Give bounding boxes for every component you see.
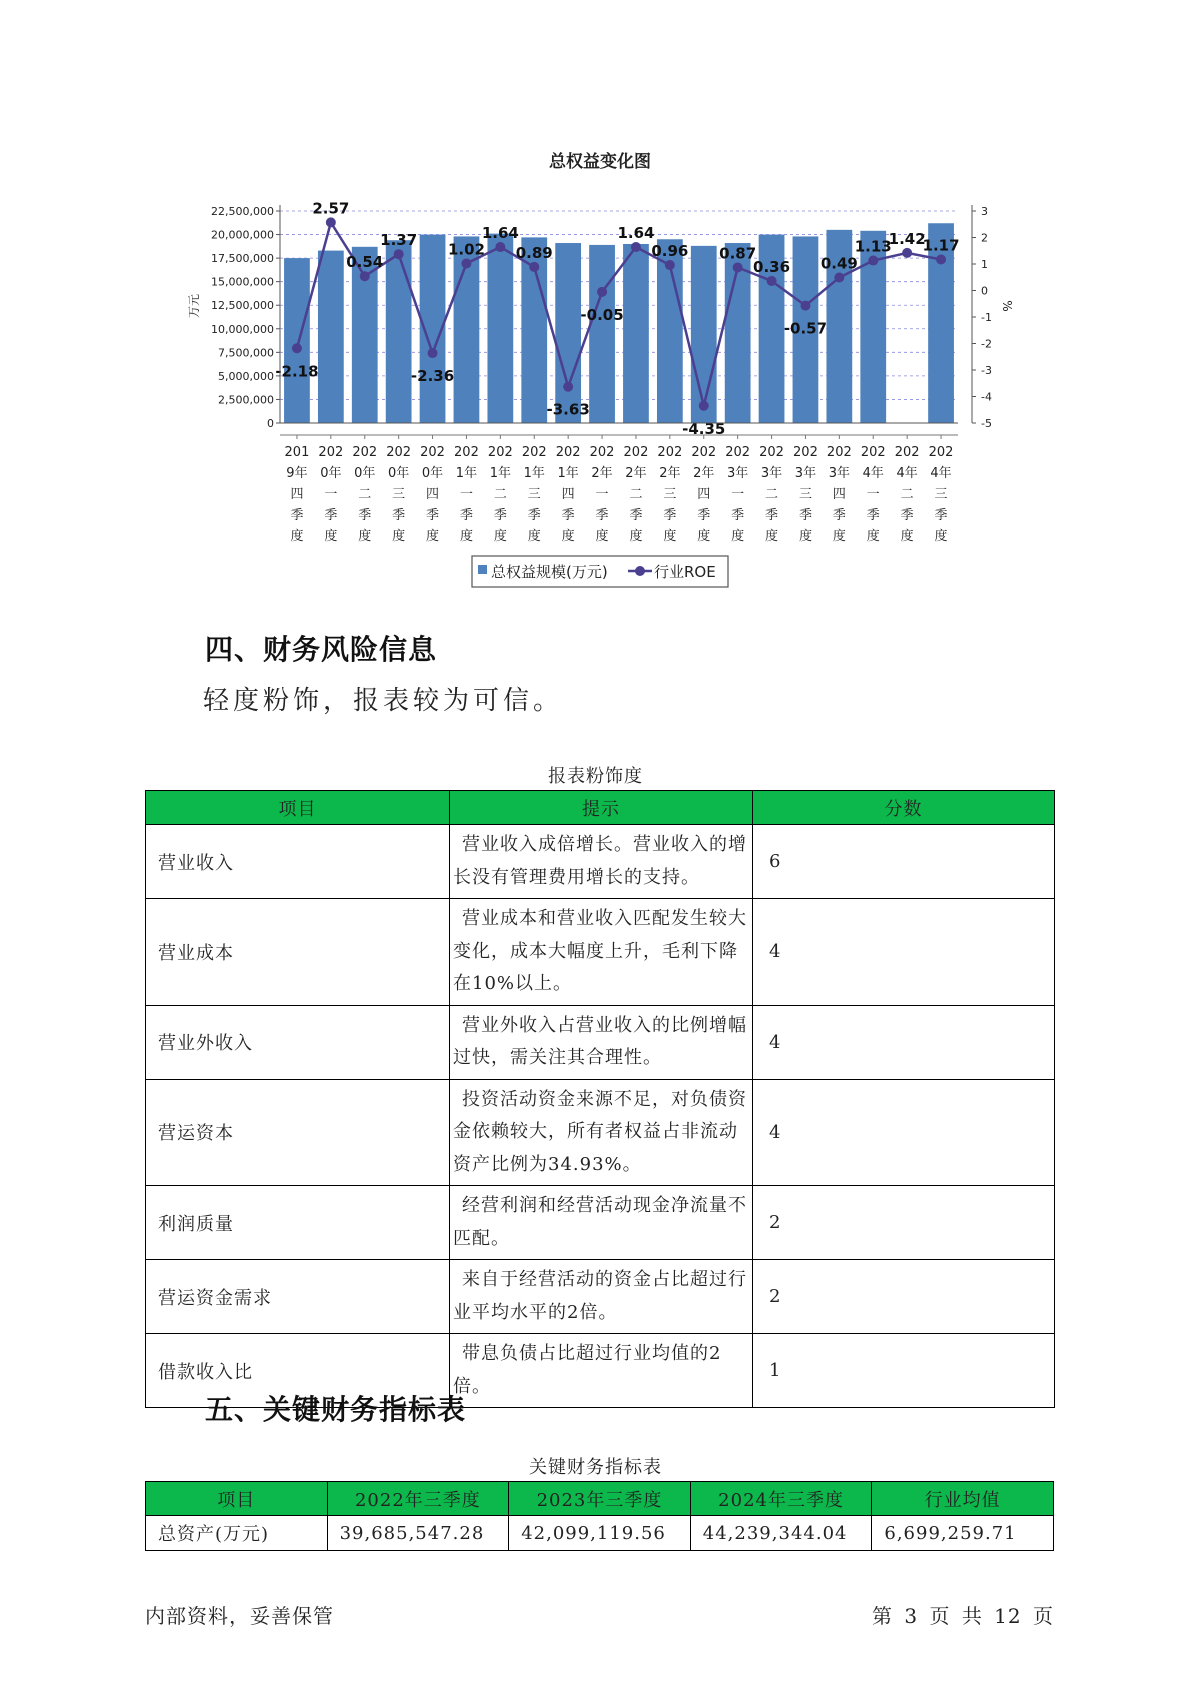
right-tick-label: -1 [981, 311, 992, 324]
category-label: 202 [759, 445, 784, 460]
roe-data-label: 0.36 [753, 257, 791, 276]
roe-data-label: -3.63 [546, 400, 590, 419]
legend-line-marker [635, 566, 645, 576]
roe-data-label: 2.57 [312, 199, 350, 218]
category-label: 202 [420, 445, 445, 460]
roe-data-label: 0.89 [515, 243, 553, 262]
category-label: 度 [595, 529, 609, 544]
category-label: 二 [900, 487, 914, 502]
column-header: 行业均值 [872, 1482, 1054, 1516]
roe-data-label: 1.17 [922, 236, 960, 255]
roe-data-label: 1.02 [447, 240, 485, 259]
roe-point [529, 262, 539, 272]
category-label: 0年 [421, 466, 444, 481]
chart-title: 总权益变化图 [549, 152, 651, 172]
roe-data-label: 1.64 [617, 224, 655, 243]
category-label: 度 [358, 529, 372, 544]
category-label: 季 [731, 508, 745, 523]
category-label: 季 [629, 508, 643, 523]
risk-item: 利润质量 [146, 1186, 450, 1260]
category-label: 度 [866, 529, 880, 544]
roe-point [767, 276, 777, 286]
roe-point [563, 382, 573, 392]
left-tick-label: 22,500,000 [211, 205, 274, 218]
roe-point [461, 258, 471, 268]
roe-point [428, 348, 438, 358]
category-label: 季 [934, 508, 948, 523]
category-label: 4年 [862, 466, 884, 481]
section4-heading: 四、财务风险信息 [205, 633, 438, 666]
category-label: 季 [561, 508, 575, 523]
risk-score: 2 [753, 1186, 1055, 1260]
bar [555, 243, 581, 423]
roe-data-label: -2.18 [275, 362, 319, 381]
risk-score: 4 [753, 1005, 1055, 1079]
category-label: 202 [725, 445, 751, 460]
roe-point [665, 260, 675, 270]
category-label: 4年 [896, 466, 918, 481]
category-label: 3年 [727, 466, 749, 481]
category-label: 202 [793, 445, 818, 460]
category-label: 度 [934, 529, 948, 544]
category-label: 四 [697, 487, 711, 502]
risk-table [145, 790, 1055, 1408]
roe-point [292, 343, 302, 353]
footer-page-number: 第 3 页 共 12 页 [872, 1604, 1054, 1628]
category-label: 季 [290, 508, 304, 523]
category-label: 四 [426, 487, 440, 502]
table-row [146, 1079, 1055, 1186]
category-label: 一 [459, 487, 473, 502]
category-label: 0年 [320, 466, 342, 481]
risk-item: 营业成本 [146, 899, 450, 1006]
category-label: 四 [290, 487, 304, 502]
bar [318, 251, 344, 423]
category-label: 度 [900, 529, 914, 544]
category-label: 度 [697, 529, 711, 544]
category-label: 度 [527, 529, 541, 544]
right-tick-label: -3 [981, 364, 992, 377]
category-label: 季 [765, 508, 779, 523]
category-label: 1年 [557, 466, 579, 481]
roe-data-label: 1.13 [854, 237, 892, 256]
category-label: 202 [386, 445, 412, 460]
roe-point [902, 248, 912, 258]
risk-score: 2 [753, 1260, 1055, 1334]
column-header: 2023年三季度 [509, 1482, 691, 1516]
category-label: 二 [358, 487, 372, 502]
category-label: 2年 [625, 466, 647, 481]
category-label: 一 [866, 487, 880, 502]
right-tick-label: 2 [981, 231, 988, 245]
category-label: 0年 [388, 466, 410, 481]
category-label: 度 [765, 529, 779, 544]
left-axis-label: 万元 [187, 293, 201, 319]
category-label: 1年 [455, 466, 478, 481]
roe-point [631, 242, 641, 252]
footer-confidential: 内部资料，妥善保管 [145, 1604, 334, 1628]
category-label: 202 [318, 445, 344, 460]
category-label: 四 [561, 487, 575, 502]
left-tick-label: 5,000,000 [218, 369, 274, 383]
category-label: 度 [731, 529, 745, 544]
table-row [146, 899, 1055, 1006]
category-label: 202 [521, 445, 547, 460]
roe-point [868, 256, 878, 266]
roe-data-label: -0.57 [783, 319, 828, 338]
category-label: 季 [527, 508, 541, 523]
category-label: 三 [934, 487, 948, 502]
category-label: 四 [832, 487, 846, 502]
left-tick-label: 2,500,000 [218, 393, 274, 407]
risk-hint: 营业外收入占营业收入的比例增幅过快，需关注其合理性。 [450, 1005, 753, 1079]
risk-item: 营业外收入 [146, 1005, 450, 1079]
category-label: 202 [487, 445, 513, 460]
category-label: 9年 [286, 466, 308, 481]
bar [691, 246, 717, 423]
column-header: 项目 [146, 1482, 328, 1516]
table-cell: 44,239,344.04 [690, 1516, 872, 1551]
risk-item: 借款收入比 [146, 1334, 450, 1408]
category-label: 季 [358, 508, 372, 523]
category-label: 度 [798, 529, 812, 544]
category-label: 季 [663, 508, 677, 523]
risk-score: 1 [753, 1334, 1055, 1408]
category-label: 1年 [489, 466, 511, 481]
legend-line-label: 行业ROE [654, 563, 716, 581]
category-label: 202 [454, 445, 479, 460]
table-row [146, 1186, 1055, 1260]
roe-data-label: 1.37 [380, 231, 418, 250]
right-tick-label: -2 [981, 337, 992, 351]
category-label: 季 [426, 508, 440, 523]
risk-score: 4 [753, 899, 1055, 1006]
roe-data-label: -0.05 [580, 305, 624, 324]
legend-bar-label: 总权益规模(万元) [491, 563, 608, 581]
category-label: 202 [352, 445, 378, 460]
category-label: 季 [866, 508, 880, 523]
legend-bar-swatch [478, 565, 487, 574]
risk-hint: 带息负债占比超过行业均值的2倍。 [450, 1334, 753, 1408]
category-label: 季 [392, 508, 406, 523]
section4-summary: 轻度粉饰，报表较为可信。 [203, 686, 564, 716]
risk-score: 6 [753, 825, 1055, 899]
roe-point [834, 273, 844, 283]
category-label: 度 [290, 529, 304, 544]
roe-data-label: -2.36 [410, 367, 455, 386]
roe-data-label: 0.49 [820, 254, 858, 273]
category-label: 2年 [693, 466, 715, 481]
table-row [146, 1260, 1055, 1334]
bar [386, 240, 412, 423]
category-label: 2年 [659, 466, 681, 481]
roe-point [936, 254, 946, 264]
category-label: 季 [324, 508, 338, 523]
category-label: 季 [900, 508, 914, 523]
right-tick-label: -5 [981, 417, 992, 430]
category-label: 202 [860, 445, 886, 460]
category-label: 季 [832, 508, 846, 523]
category-label: 季 [595, 508, 609, 523]
chart-legend [472, 556, 728, 587]
category-label: 季 [697, 508, 711, 523]
column-header: 项目 [146, 791, 450, 825]
left-tick-label: 12,500,000 [211, 299, 274, 313]
equity-change-chart [0, 0, 1191, 600]
category-label: 201 [284, 445, 310, 460]
category-label: 度 [459, 529, 473, 544]
table-cell: 39,685,547.28 [327, 1516, 509, 1551]
kpi-table [145, 1481, 1054, 1551]
right-tick-label: 1 [981, 258, 988, 271]
category-label: 202 [623, 445, 649, 460]
category-label: 二 [629, 487, 643, 502]
right-tick-label: 0 [981, 284, 988, 298]
category-label: 202 [555, 445, 581, 460]
roe-data-label: 1.42 [888, 229, 926, 248]
category-label: 季 [459, 508, 473, 523]
category-label: 三 [527, 487, 541, 502]
category-label: 三 [798, 487, 812, 502]
category-label: 3年 [828, 466, 850, 481]
category-label: 3年 [794, 466, 817, 481]
left-tick-label: 7,500,000 [218, 346, 274, 360]
left-tick-label: 17,500,000 [211, 252, 274, 266]
table-cell: 总资产(万元) [146, 1516, 328, 1551]
risk-hint: 经营利润和经营活动现金净流量不匹配。 [450, 1186, 753, 1260]
category-label: 一 [595, 487, 609, 502]
category-label: 202 [691, 445, 717, 460]
category-label: 三 [663, 487, 677, 502]
category-label: 1年 [523, 466, 545, 481]
roe-point [394, 249, 404, 259]
category-label: 4年 [930, 466, 952, 481]
risk-item: 营运资金需求 [146, 1260, 450, 1334]
category-label: 度 [663, 529, 677, 544]
risk-hint: 营业成本和营业收入匹配发生较大变化，成本大幅度上升，毛利下降在10%以上。 [450, 899, 753, 1006]
category-label: 202 [928, 445, 954, 460]
left-tick-label: 20,000,000 [211, 228, 274, 242]
bar [487, 234, 513, 423]
category-label: 度 [832, 529, 846, 544]
kpi-table-caption: 关键财务指标表 [529, 1457, 662, 1478]
risk-table-header [146, 791, 1055, 825]
category-label: 3年 [760, 466, 783, 481]
table-cell: 6,699,259.71 [872, 1516, 1054, 1551]
table-row [146, 825, 1055, 899]
risk-item: 营业收入 [146, 825, 450, 899]
category-label: 度 [392, 529, 406, 544]
roe-point [733, 262, 743, 272]
risk-hint: 投资活动资金来源不足，对负债资金依赖较大，所有者权益占非流动资产比例为34.93%。 [450, 1079, 753, 1186]
roe-data-label: 0.96 [651, 242, 689, 261]
section5-heading: 五、关键财务指标表 [205, 1393, 467, 1426]
bar [589, 245, 615, 423]
roe-point [800, 301, 810, 311]
right-tick-label: -4 [981, 390, 992, 404]
category-label: 二 [765, 487, 779, 502]
bar [623, 244, 649, 423]
category-label: 季 [798, 508, 812, 523]
risk-item: 营运资本 [146, 1079, 450, 1186]
category-label: 二 [493, 487, 507, 502]
table-row [146, 1005, 1055, 1079]
column-header: 2024年三季度 [690, 1482, 872, 1516]
category-label: 一 [731, 487, 745, 502]
table-row [146, 1516, 1054, 1551]
kpi-table-header [146, 1482, 1054, 1516]
roe-point [360, 271, 370, 281]
category-label: 202 [894, 445, 920, 460]
category-label: 0年 [354, 466, 376, 481]
category-label: 度 [629, 529, 643, 544]
right-axis-label: % [1000, 300, 1014, 312]
category-label: 季 [493, 508, 507, 523]
left-tick-label: 0 [267, 417, 274, 430]
column-header: 提示 [450, 791, 753, 825]
risk-score: 4 [753, 1079, 1055, 1186]
chart-category-labels [285, 445, 954, 544]
column-header: 2022年三季度 [327, 1482, 509, 1516]
roe-data-label: 0.54 [346, 253, 384, 272]
category-label: 202 [826, 445, 852, 460]
risk-table-caption: 报表粉饰度 [548, 766, 643, 787]
roe-point [495, 242, 505, 252]
column-header: 分数 [753, 791, 1055, 825]
category-label: 三 [392, 487, 406, 502]
roe-point [326, 217, 336, 227]
roe-data-label: -4.35 [682, 419, 726, 438]
category-label: 度 [561, 529, 575, 544]
category-label: 202 [589, 445, 615, 460]
category-label: 一 [324, 487, 338, 502]
category-label: 202 [657, 445, 683, 460]
table-cell: 42,099,119.56 [509, 1516, 691, 1551]
left-tick-label: 10,000,000 [211, 322, 274, 336]
roe-data-label: 1.64 [481, 224, 519, 243]
roe-data-label: 0.87 [719, 244, 757, 263]
category-label: 度 [324, 529, 338, 544]
roe-point [597, 287, 607, 297]
roe-point [699, 401, 709, 411]
bar [284, 258, 310, 423]
category-label: 度 [493, 529, 507, 544]
right-tick-label: 3 [981, 205, 988, 218]
risk-hint: 营业收入成倍增长。营业收入的增长没有管理费用增长的支持。 [450, 825, 753, 899]
category-label: 2年 [591, 466, 613, 481]
category-label: 度 [426, 529, 440, 544]
risk-hint: 来自于经营活动的资金占比超过行业平均水平的2倍。 [450, 1260, 753, 1334]
left-tick-label: 15,000,000 [211, 275, 274, 289]
